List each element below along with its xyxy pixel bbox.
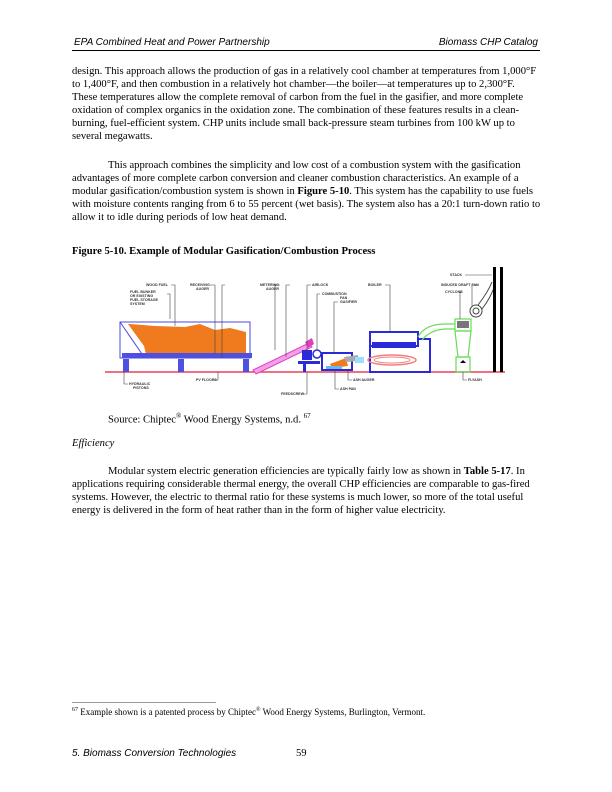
svg-text:STACK: STACK: [450, 273, 463, 277]
figure-reference: Figure 5-10: [297, 185, 350, 197]
boiler: [355, 332, 430, 372]
section-subheading: Efficiency: [72, 438, 115, 449]
svg-text:FLYASH: FLYASH: [468, 378, 482, 382]
induced-draft-fan: [470, 282, 495, 317]
svg-text:COMBUSTION: COMBUSTION: [322, 292, 347, 296]
svg-text:BOILER: BOILER: [368, 283, 382, 287]
svg-text:HYDRAULIC: HYDRAULIC: [129, 382, 151, 386]
gasifier: [322, 353, 358, 370]
footnote-ref: 67: [303, 412, 311, 420]
figure-title: Figure 5-10. Example of Modular Gasification/Combustion Process: [72, 246, 376, 257]
svg-text:AUGER: AUGER: [196, 287, 209, 291]
svg-text:SYSTEM: SYSTEM: [130, 302, 145, 306]
svg-text:ASH AUGER: ASH AUGER: [353, 378, 375, 382]
svg-text:INDUCED DRAFT FAN: INDUCED DRAFT FAN: [441, 283, 479, 287]
process-diagram: [100, 262, 530, 412]
svg-text:FEEDSCREW: FEEDSCREW: [281, 392, 304, 396]
svg-text:FUEL STORAGE: FUEL STORAGE: [130, 298, 159, 302]
footnote-divider: [72, 702, 216, 703]
page-number: 59: [296, 748, 307, 759]
footer-chapter: 5. Biomass Conversion Technologies: [72, 748, 237, 759]
svg-text:FUEL BUNKER: FUEL BUNKER: [130, 290, 156, 294]
svg-text:PV FLOORS: PV FLOORS: [196, 378, 217, 382]
paragraph-1: design. This approach allows the production of gas in a relatively cool chamber at temperatures from 1,000°F to 1,400°F, and then combustion in a relatively hot chamber—the boiler—at temperatures up to 2,300°F. These temperatures allow the complete removal of carbon from the fuel in the gasifier, and more complete oxidation of complex organics in the oxidation zone. The combination of these features results in a clean-burning, fuel-efficient system. CHP units include small back-pressure steam turbines from 100 kW up to several megawatts.: [72, 66, 537, 142]
header-right: Biomass CHP Catalog: [438, 37, 538, 48]
paragraph-2: This approach combines the simplicity and low cost of a combustion system with the gasification advantages of more complete carbon conversion and cleaner combustion characteristics. An example of a modular gasification/combustion system is shown in Figure 5-10. This system has the capability to use fuels with moisture contents ranging from 6 to 55 percent (wet basis). The system also has a 20:1 turn-down ratio to allow it to idle during periods of low heat demand.: [72, 160, 541, 223]
svg-text:AIRLOCK: AIRLOCK: [312, 283, 329, 287]
svg-text:FAN: FAN: [340, 296, 348, 300]
table-reference: Table 5-17: [463, 466, 511, 477]
svg-text:AUGER: AUGER: [266, 287, 279, 291]
svg-text:RECEIVING: RECEIVING: [190, 283, 210, 287]
header-left: EPA Combined Heat and Power Partnership: [74, 37, 270, 48]
figure-source: Source: Chiptec® Wood Energy Systems, n.d. $^{67}$: [108, 412, 311, 426]
paragraph-3: Modular system electric generation efficiencies are typically fairly low as shown in Table 5-17. In applications requiring considerable thermal energy, the overall CHP efficiencies are comparable to gas-fired systems. However, the electric to thermal ratio for these systems is much lower, so more of the total useful energy is delivered in the form of heat rather than in the form of higher value electricity.: [72, 466, 530, 516]
footnote: $^{67}$ Example shown is a patented process by Chiptec® Wood Energy Systems, Burlington, Vermont.: [72, 707, 426, 717]
fuel-bunker: [120, 322, 252, 372]
svg-text:OR EXISTING: OR EXISTING: [130, 294, 154, 298]
svg-text:GASIFIER: GASIFIER: [340, 300, 357, 304]
svg-text:PISTONS: PISTONS: [133, 386, 149, 390]
airlock-fan: [298, 350, 321, 372]
svg-text:CYCLONE: CYCLONE: [445, 290, 463, 294]
svg-text:ASH PAN: ASH PAN: [340, 387, 356, 391]
svg-text:WOOD FUEL: WOOD FUEL: [146, 283, 168, 287]
stack: [493, 267, 503, 372]
page-header: [72, 36, 540, 51]
svg-text:METERING: METERING: [260, 283, 279, 287]
